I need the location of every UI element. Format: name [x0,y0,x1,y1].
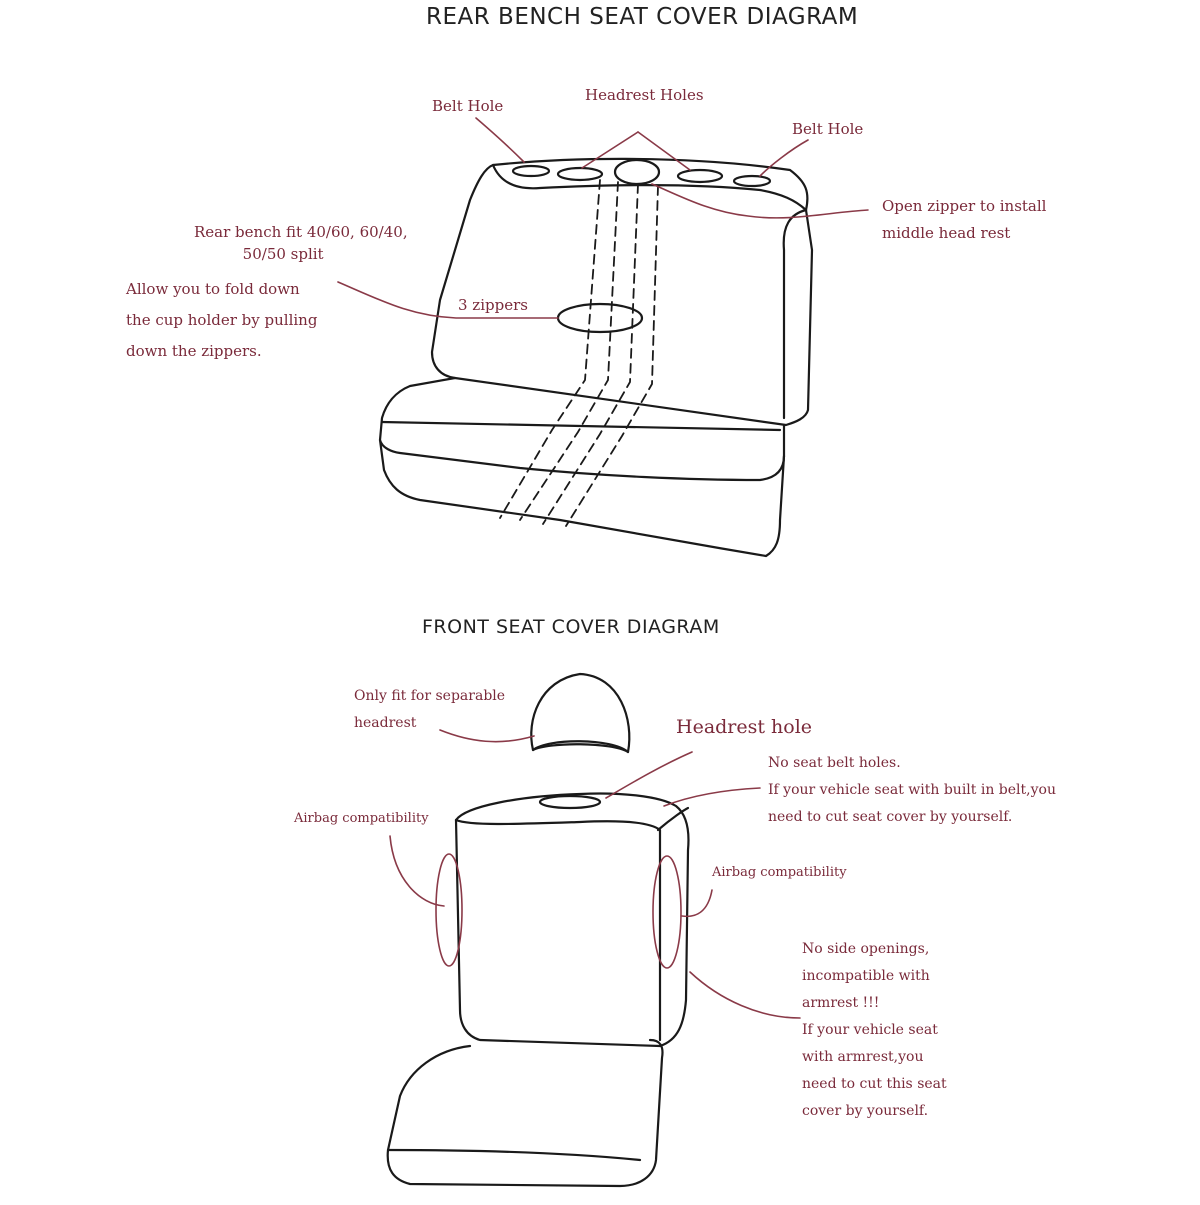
label-no-side-openings-line-7: cover by yourself. [802,1103,929,1119]
label-cup-holder [126,274,317,367]
label-separable-headrest-line-2: headrest [354,715,417,731]
label-no-side-openings-line-1: No side openings, [802,941,930,957]
rear-backrest-side [784,210,806,418]
label-no-belt-holes-line-1: No seat belt holes. [768,755,901,771]
label-cup-holder-line-3: down the zippers. [126,342,262,360]
front-diagram-title: FRONT SEAT COVER DIAGRAM [422,616,720,638]
label-three-zippers: 3 zippers [458,296,528,314]
label-no-belt-holes-line-2: If your vehicle seat with built in belt,you [768,782,1056,798]
rear-cup-holder-opening [558,304,642,332]
label-belt-hole-right: Belt Hole [792,120,864,138]
label-no-side-openings-line-4: If your vehicle seat [802,1022,938,1038]
rear-headrest-hole-right [678,170,722,182]
label-airbag-right: Airbag compatibility [712,865,847,880]
rear-headrest-hole-middle [615,160,659,184]
label-cup-holder-line-1: Allow you to fold down [126,280,300,298]
rear-cushion-seam [382,422,780,430]
label-bench-fit-line-2: 50/50 split [242,245,324,263]
front-cushion-seat-edge [388,1150,640,1160]
rear-headrest-hole-left [558,168,602,180]
front-headrest-hole [540,796,600,808]
front-cushion-outline [388,1040,663,1186]
front-backrest-bevel [658,808,688,830]
label-open-zipper [882,193,1046,247]
label-open-zipper-line-2: middle head rest [882,224,1011,242]
label-separable-headrest [354,683,505,737]
label-bench-fit [194,221,408,265]
label-headrest-holes: Headrest Holes [585,86,704,104]
label-no-side-openings [802,936,947,1125]
label-no-belt-holes [768,750,1056,831]
label-airbag-left: Airbag compatibility [294,811,429,826]
label-no-side-openings-line-3: armrest !!! [802,995,880,1011]
label-open-zipper-line-1: Open zipper to install [882,197,1047,215]
rear-diagram-title: REAR BENCH SEAT COVER DIAGRAM [426,4,859,30]
label-no-side-openings-line-2: incompatible with [802,968,930,984]
label-no-side-openings-line-6: need to cut this seat [802,1076,947,1092]
label-cup-holder-line-2: the cup holder by pulling [126,311,318,329]
front-backrest-front-edge [456,820,660,1040]
label-no-belt-holes-line-3: need to cut seat cover by yourself. [768,809,1013,825]
rear-belt-hole-right [734,176,770,186]
label-no-side-openings-line-5: with armrest,you [802,1049,924,1065]
rear-belt-hole-left [513,166,549,176]
label-belt-hole-left: Belt Hole [432,97,504,115]
label-separable-headrest-line-1: Only fit for separable [354,688,506,704]
label-bench-fit-line-1: Rear bench fit 40/60, 60/40, [194,223,408,241]
rear-backrest-top-edge [493,165,806,210]
label-headrest-hole: Headrest hole [676,716,813,738]
